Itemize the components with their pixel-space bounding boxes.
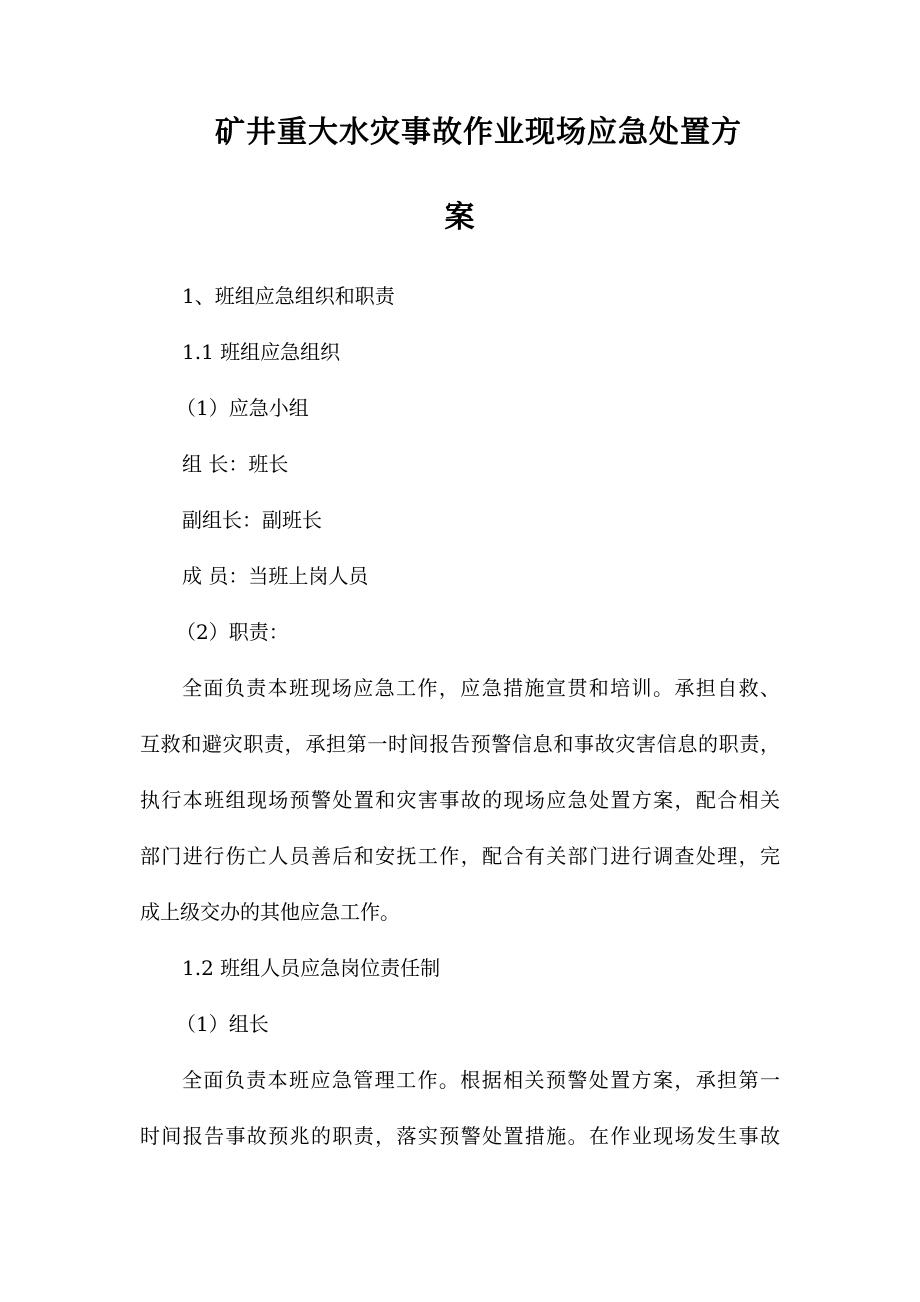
title-line-2: 案: [444, 200, 476, 235]
leader-duty-paragraph-line: 全面负责本班应急管理工作。根据相关预警处置方案，承担第一: [182, 1068, 780, 1092]
duty-paragraph-line: 全面负责本班现场应急工作，应急措施宣贯和培训。承担自救、: [182, 676, 780, 700]
members-line: 成 员：当班上岗人员: [182, 564, 369, 588]
leader-duty-paragraph-line: 时间报告事故预兆的职责，落实预警处置措施。在作业现场发生事故: [140, 1124, 780, 1148]
duty-paragraph-line: 互救和避灾职责，承担第一时间报告预警信息和事故灾害信息的职责，: [140, 732, 780, 756]
vice-leader-line: 副组长：副班长: [182, 508, 322, 532]
group-leader-line: 组 长：班长: [182, 452, 289, 476]
heading-section-1: 1、班组应急组织和职责: [182, 284, 395, 308]
item-emergency-group: （1）应急小组: [176, 396, 309, 420]
heading-section-1-2: 1.2 班组人员应急岗位责任制: [182, 956, 441, 980]
duty-paragraph-line: 成上级交办的其他应急工作。: [140, 900, 400, 924]
heading-section-1-1: 1.1 班组应急组织: [182, 340, 341, 364]
duty-paragraph-line: 部门进行伤亡人员善后和安抚工作，配合有关部门进行调查处理，完: [140, 844, 780, 868]
item-duties: （2）职责：: [176, 620, 289, 644]
item-group-leader: （1）组长: [176, 1012, 269, 1036]
duty-paragraph-line: 执行本班组现场预警处置和灾害事故的现场应急处置方案，配合相关: [140, 788, 780, 812]
title-line-1: 矿井重大水灾事故作业现场应急处置方: [215, 115, 742, 150]
